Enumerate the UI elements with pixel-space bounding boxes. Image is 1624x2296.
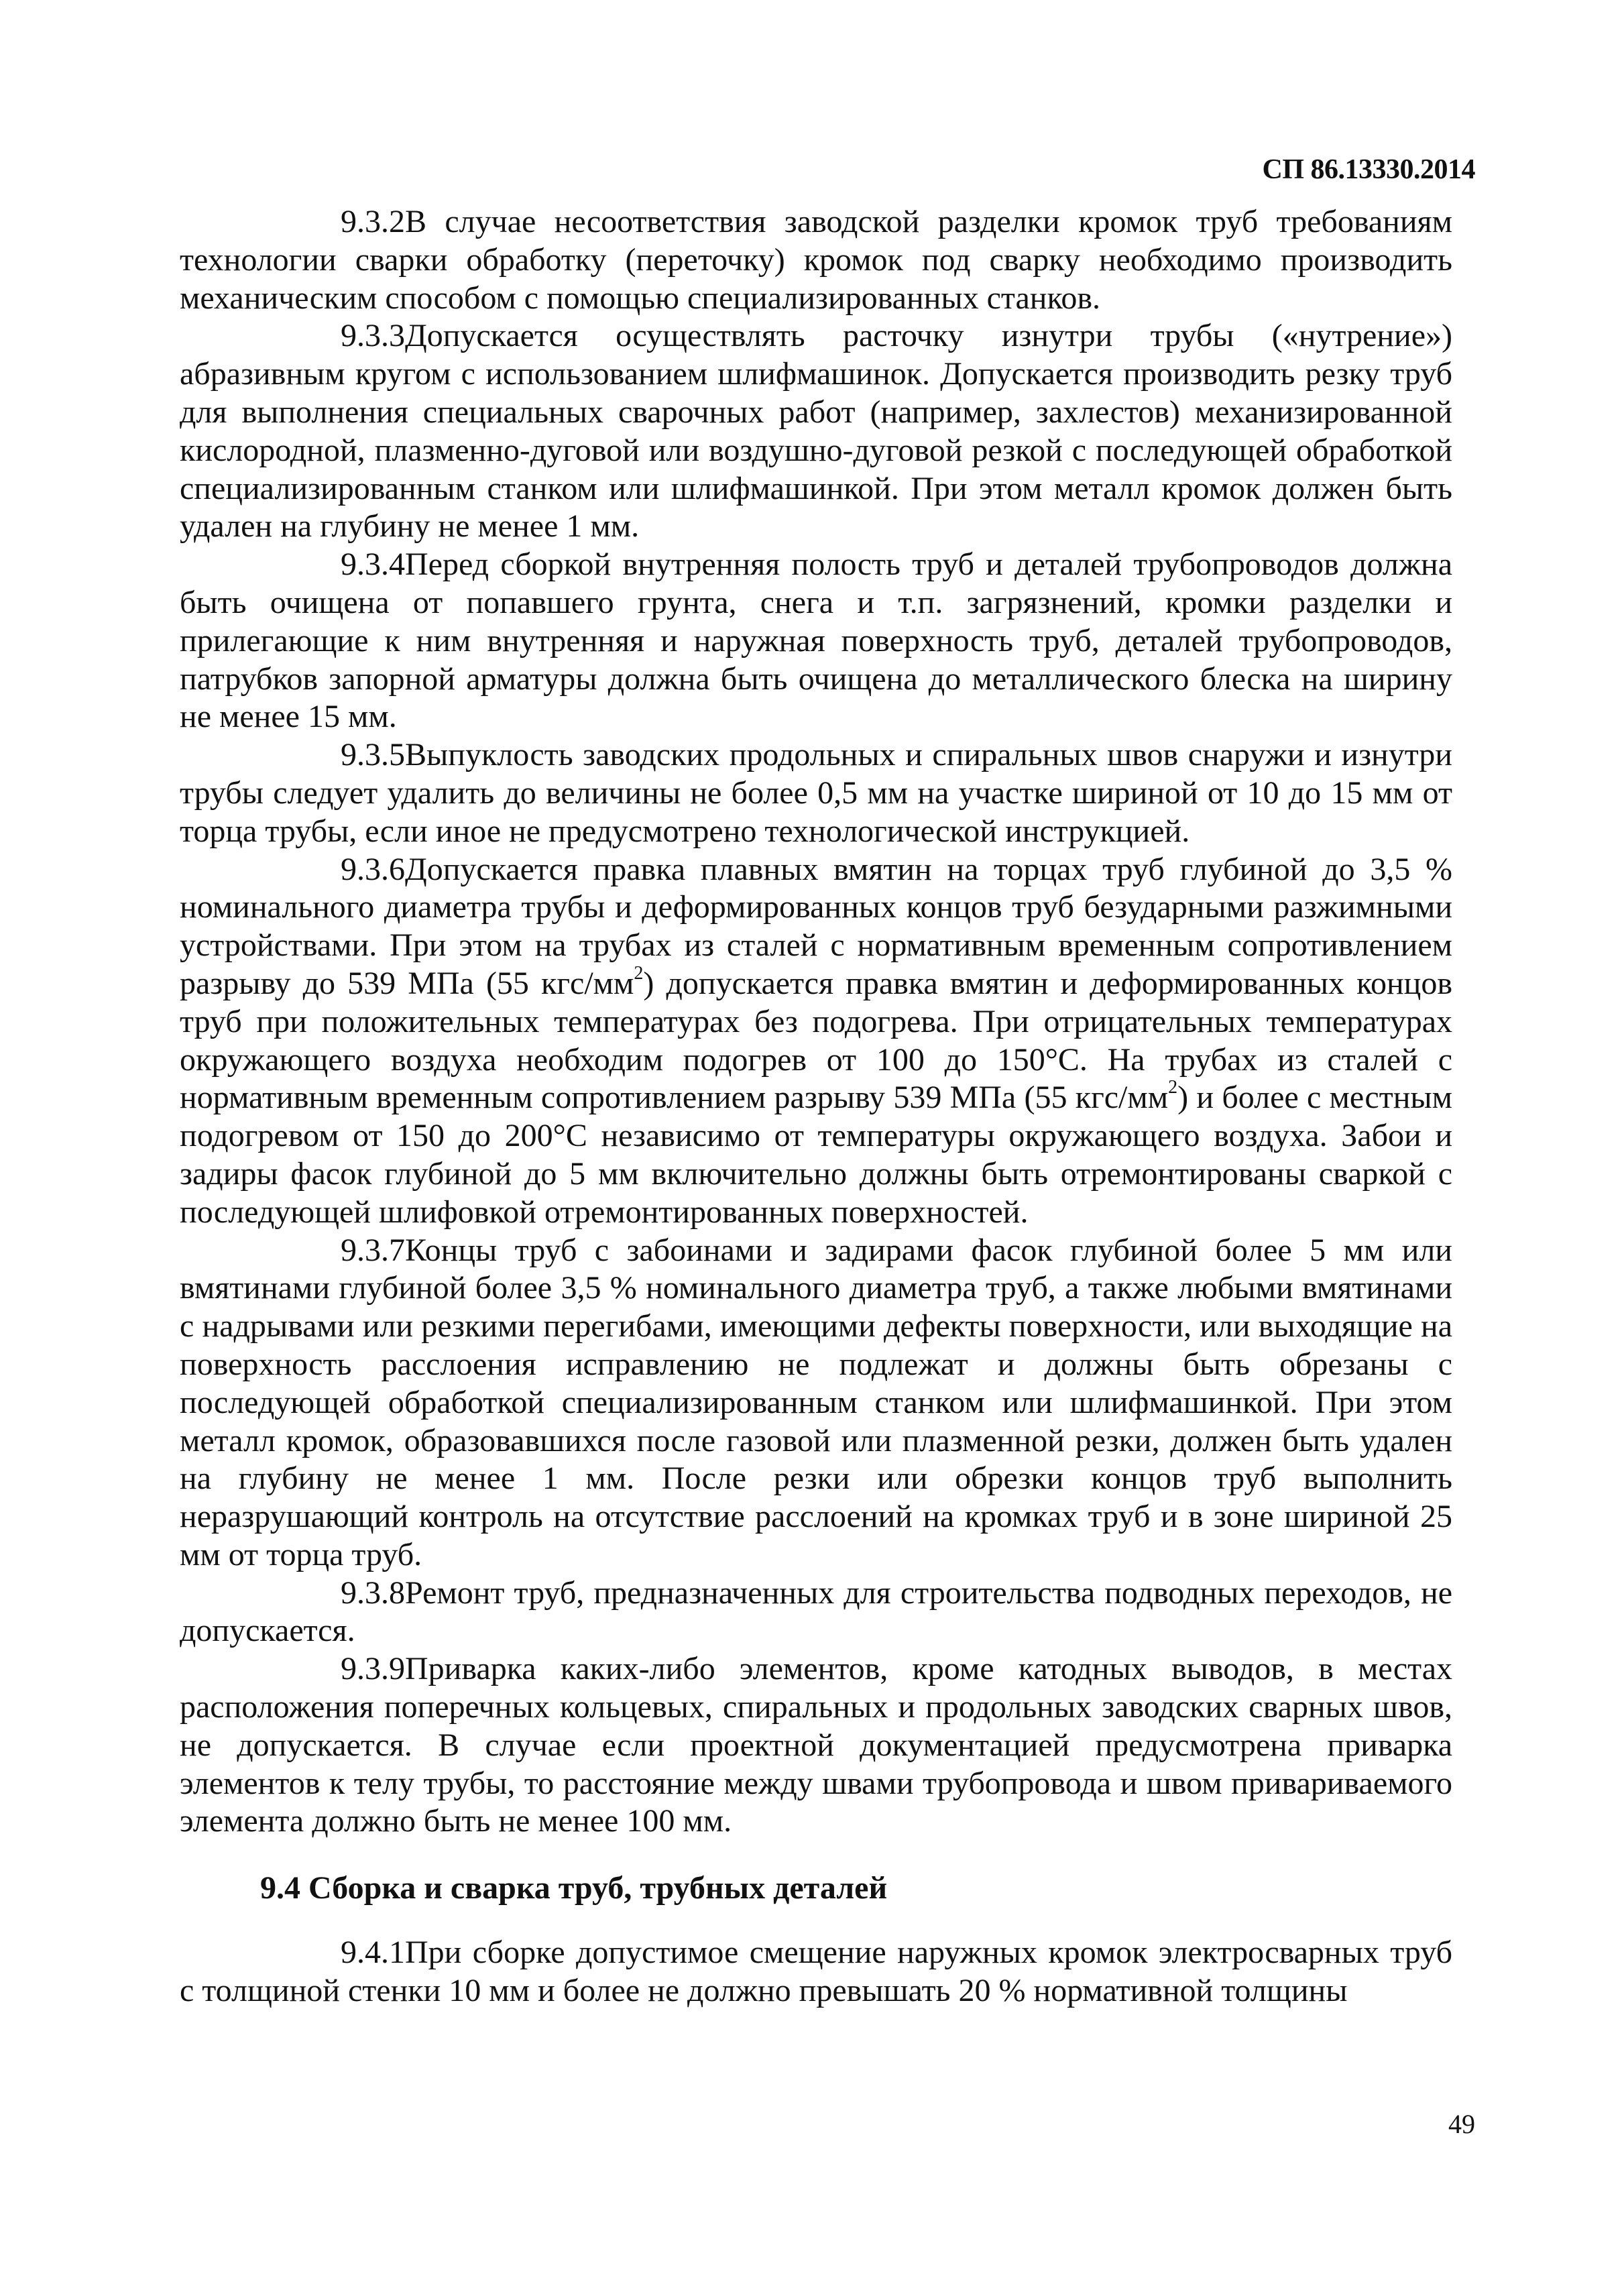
paragraph-text: В случае несоответствия заводской разделки кромок труб требованиям технологии сварки обработку (переточку) кромок под сварку необходимо производить механическим способом с помощью специализированных станков. <box>180 204 1452 316</box>
paragraph-text: Допускается осуществлять расточку изнутри трубы («нутрение») абразивным кругом с использованием шлифмашинок. Допускается производить резку труб для выполнения специальных сварочных работ (например, захлестов) механизированной кислородной, плазменно-дуговой или воздушно-дуговой резкой с последующей обработкой специализированным станком или шлифмашинкой. При этом металл кромок должен быть удален на глубину не менее 1 мм. <box>180 318 1452 544</box>
document-body <box>180 203 1452 2010</box>
paragraph-text: Приварка каких-либо элементов, кроме катодных выводов, в местах расположения поперечных кольцевых, спиральных и продольных заводских сварных швов, не допускается. В случае если проектной документацией предусмотрена приварка элементов к телу трубы, то расстояние между швами трубопровода и швом привариваемого элемента должно быть не менее 100 мм. <box>180 1651 1452 1839</box>
page-number: 49 <box>1448 2109 1475 2139</box>
paragraph-number: 9.3.3 <box>341 318 405 354</box>
paragraph-text: Выпуклость заводских продольных и спиральных швов снаружи и изнутри трубы следует удалить до величины не более 0,5 мм на участке шириной от 10 до 15 мм от торца трубы, если иное не предусмотрено технологической инструкцией. <box>180 737 1452 849</box>
paragraph-number: 9.3.7 <box>341 1232 405 1268</box>
paragraph-text: Перед сборкой внутренняя полость труб и деталей трубопроводов должна быть очищена от попавшего грунта, снега и т.п. загрязнений, кромки разделки и прилегающие к ним внутренняя и наружная поверхность труб, деталей трубопроводов, патрубков запорной арматуры должна быть очищена до металлического блеска на ширину не менее 15 мм. <box>180 547 1452 735</box>
paragraph-9-3-7 <box>180 1232 1452 1574</box>
paragraph-9-3-5 <box>180 736 1452 850</box>
paragraph-text: Ремонт труб, предназначенных для строительства подводных переходов, не допускается. <box>180 1574 1452 1649</box>
paragraph-text-part: ) и более с местным подогревом от 150 до 200°С независимо от температуры окружающего воздуха. Забои и задиры фасок глубиной до 5 мм включительно должны быть отремонтированы сваркой с последующей шлифовкой отремонтированных поверхностей. <box>180 1080 1453 1230</box>
paragraph-number: 9.4.1 <box>341 1935 405 1971</box>
document-code: СП 86.13330.2014 <box>1262 154 1475 185</box>
paragraph-number: 9.3.8 <box>341 1574 405 1611</box>
paragraph-text: Концы труб с забоинами и задирами фасок глубиной более 5 мм или вмятинами глубиной более 3,5 % номинального диаметра труб, а также любыми вмятинами с надрывами или резкими перегибами, имеющими дефекты поверхности, или выходящие на поверхность расслоения исправлению не подлежат и должны быть обрезаны с последующей обработкой специализированным станком или шлифмашинкой. При этом металл кромок, образовавшихся после газовой или плазменной резки, должен быть удален на глубину не менее 1 мм. После резки или обрезки концов труб выполнить неразрушающий контроль на отсутствие расслоений на кромках труб и в зоне шириной 25 мм от торца труб. <box>180 1232 1452 1572</box>
paragraph-9-3-2 <box>180 203 1452 317</box>
superscript: 2 <box>1168 1077 1178 1098</box>
paragraph-text: При сборке допустимое смещение наружных кромок электросварных труб с толщиной стенки 10 мм и более не должно превышать 20 % нормативной толщины <box>180 1935 1452 2008</box>
paragraph-number: 9.3.5 <box>341 737 405 773</box>
paragraph-number: 9.3.6 <box>341 851 405 887</box>
paragraph-9-3-9 <box>180 1650 1452 1841</box>
paragraph-text-part: ) допускается правка вмятин и деформированных концов труб при положительных температурах без подогрева. При отрицательных температурах окружающего воздуха необходим подогрев от 100 до 150°С. На трубах из сталей с нормативным временным сопротивлением разрыву 539 МПа (55 кгс/мм <box>180 965 1452 1116</box>
superscript: 2 <box>634 962 644 984</box>
paragraph-text-part: Допускается правка плавных вмятин на торцах труб глубиной до 3,5 % номинального диаметра трубы и деформированных концов труб безударными разжимными устройствами. При этом на трубах из сталей с нормативным временным сопротивлением разрыву до 539 МПа (55 кгс/мм <box>180 851 1452 1001</box>
paragraph-9-3-3 <box>180 317 1452 546</box>
paragraph-number: 9.3.2 <box>341 204 405 239</box>
section-heading: 9.4 Сборка и сварка труб, трубных деталей <box>260 1870 888 1906</box>
paragraph-number: 9.3.9 <box>341 1651 405 1687</box>
paragraph-9-3-4 <box>180 546 1452 736</box>
paragraph-9-3-8 <box>180 1574 1452 1651</box>
paragraph-9-3-6 <box>180 851 1452 1232</box>
paragraph-number: 9.3.4 <box>341 547 405 583</box>
paragraph-9-4-1 <box>180 1934 1452 2010</box>
